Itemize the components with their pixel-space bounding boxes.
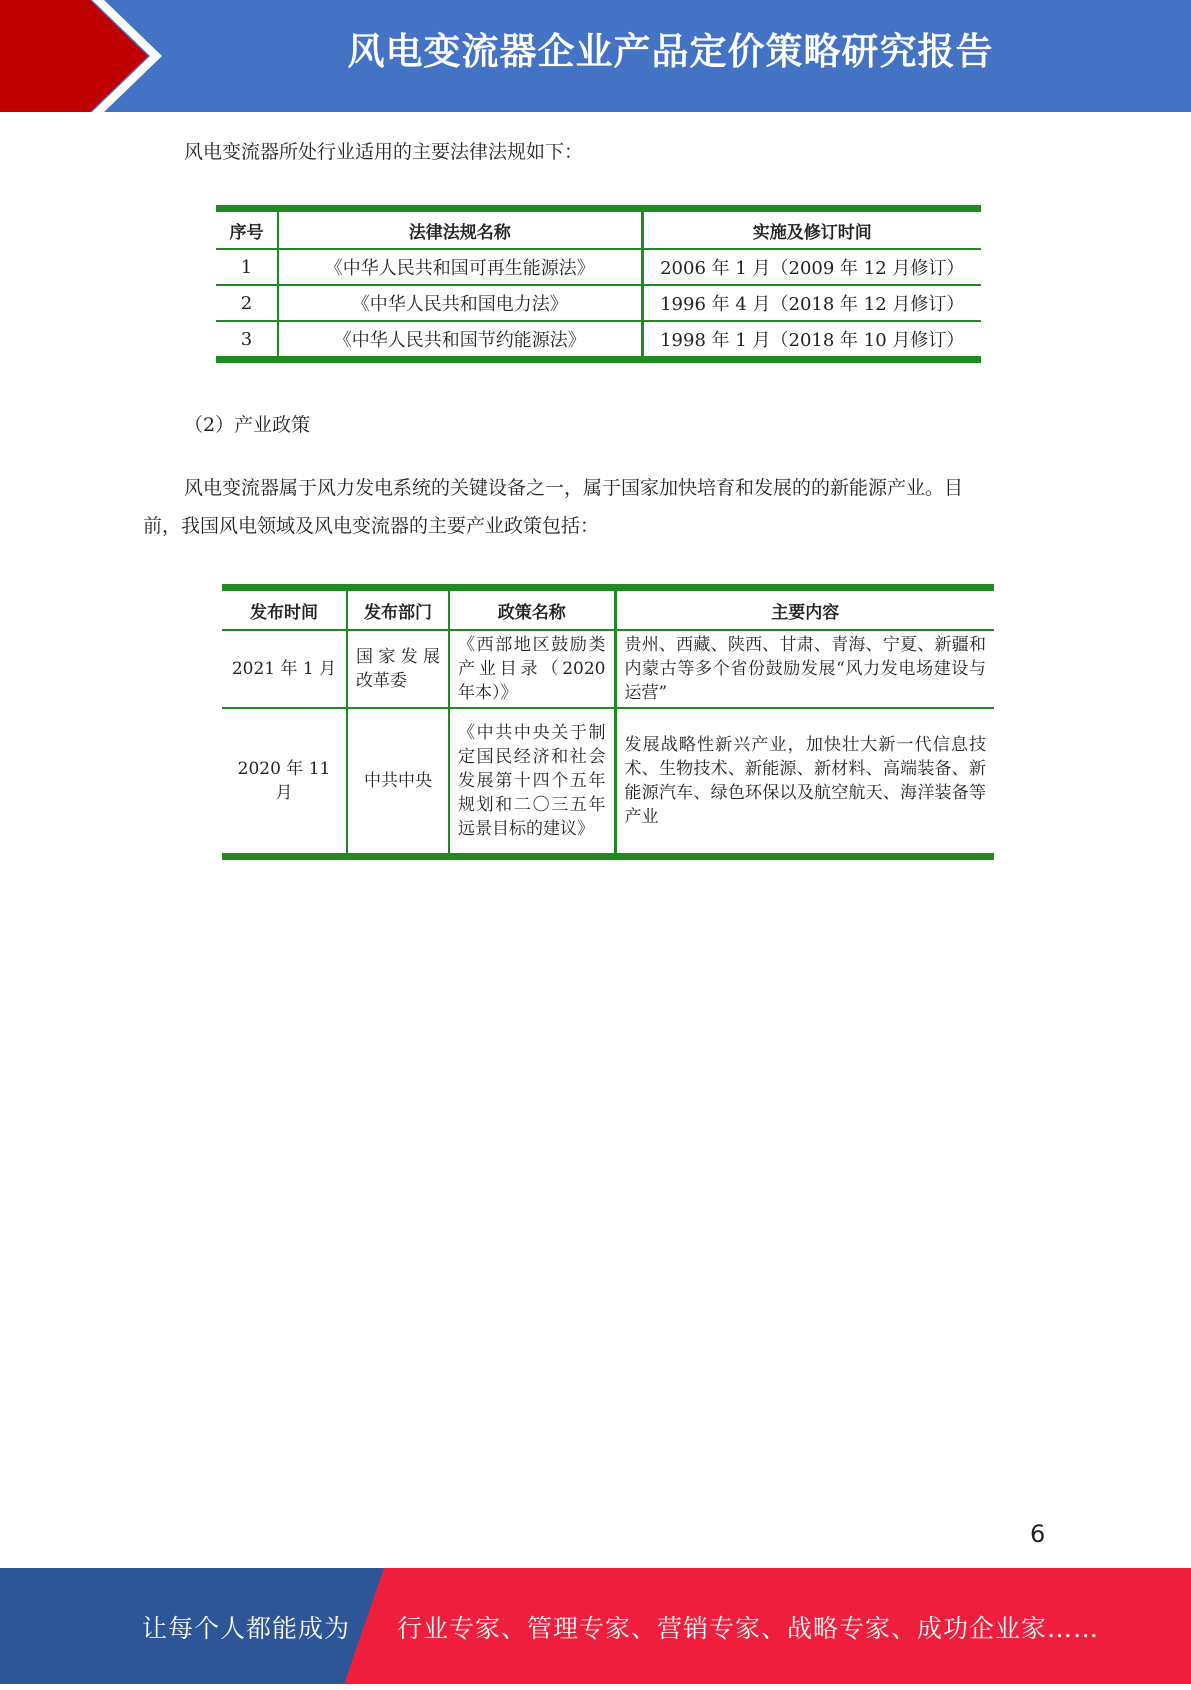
page-footer — [0, 1568, 1191, 1684]
laws-table — [216, 205, 981, 363]
table-cell: 2006 年 1 月（2009 年 12 月修订） — [642, 249, 981, 285]
table-cell: 《中共中央关于制定国民经济和社会发展第十四个五年规划和二〇三五年远景目标的建议》 — [449, 708, 615, 856]
table-cell: 2 — [216, 285, 278, 321]
table-cell: 贵州、西藏、陕西、甘肃、青海、宁夏、新疆和内蒙古等多个省份鼓励发展“风力发电场建设与运营” — [615, 630, 994, 708]
page-header — [0, 0, 1191, 112]
policy-paragraph-line-2: 前，我国风电领域及风电变流器的主要产业政策包括： — [143, 515, 600, 537]
table-cell: 2020 年 11 月 — [222, 708, 347, 856]
table-cell: 《中华人民共和国电力法》 — [278, 285, 642, 321]
table-row — [222, 630, 994, 708]
footer-slogan-left: 让每个人都能成为 — [142, 1614, 351, 1643]
column-header: 政策名称 — [449, 588, 615, 631]
page-number: 6 — [1030, 1520, 1046, 1548]
table-cell: 中共中央 — [347, 708, 449, 856]
section-heading: （2）产业政策 — [184, 414, 311, 436]
table-cell: 发展战略性新兴产业，加快壮大新一代信息技术、生物技术、新能源、新材料、高端装备、新能源汽车、绿色环保以及航空航天、海洋装备等产业 — [615, 708, 994, 856]
table-cell: 3 — [216, 321, 278, 360]
report-title: 风电变流器企业产品定价策略研究报告 — [347, 30, 994, 73]
column-header: 发布部门 — [347, 588, 449, 631]
table-cell: 《中华人民共和国可再生能源法》 — [278, 249, 642, 285]
table-header-row — [222, 588, 994, 631]
column-header: 实施及修订时间 — [642, 209, 981, 250]
table-cell: 1 — [216, 249, 278, 285]
laws-intro-text: 风电变流器所处行业适用的主要法律法规如下： — [184, 141, 584, 163]
table-row — [222, 708, 994, 856]
policy-table — [222, 584, 994, 860]
table-row — [216, 285, 981, 321]
footer-slogan-right: 行业专家、管理专家、营销专家、战略专家、成功企业家…… — [397, 1614, 1100, 1643]
table-row — [216, 249, 981, 285]
table-cell: 国家发展改革委 — [347, 630, 449, 708]
table-header-row — [216, 209, 981, 250]
column-header: 法律法规名称 — [278, 209, 642, 250]
table-cell: 2021 年 1 月 — [222, 630, 347, 708]
table-cell: 《中华人民共和国节约能源法》 — [278, 321, 642, 360]
policy-paragraph-line-1: 风电变流器属于风力发电系统的关键设备之一，属于国家加快培育和发展的的新能源产业。目 — [184, 477, 964, 499]
column-header: 主要内容 — [615, 588, 994, 631]
table-row — [216, 321, 981, 360]
column-header: 发布时间 — [222, 588, 347, 631]
table-cell: 1998 年 1 月（2018 年 10 月修订） — [642, 321, 981, 360]
column-header: 序号 — [216, 209, 278, 250]
table-cell: 《西部地区鼓励类产业目录（2020 年本）》 — [449, 630, 615, 708]
table-cell: 1996 年 4 月（2018 年 12 月修订） — [642, 285, 981, 321]
